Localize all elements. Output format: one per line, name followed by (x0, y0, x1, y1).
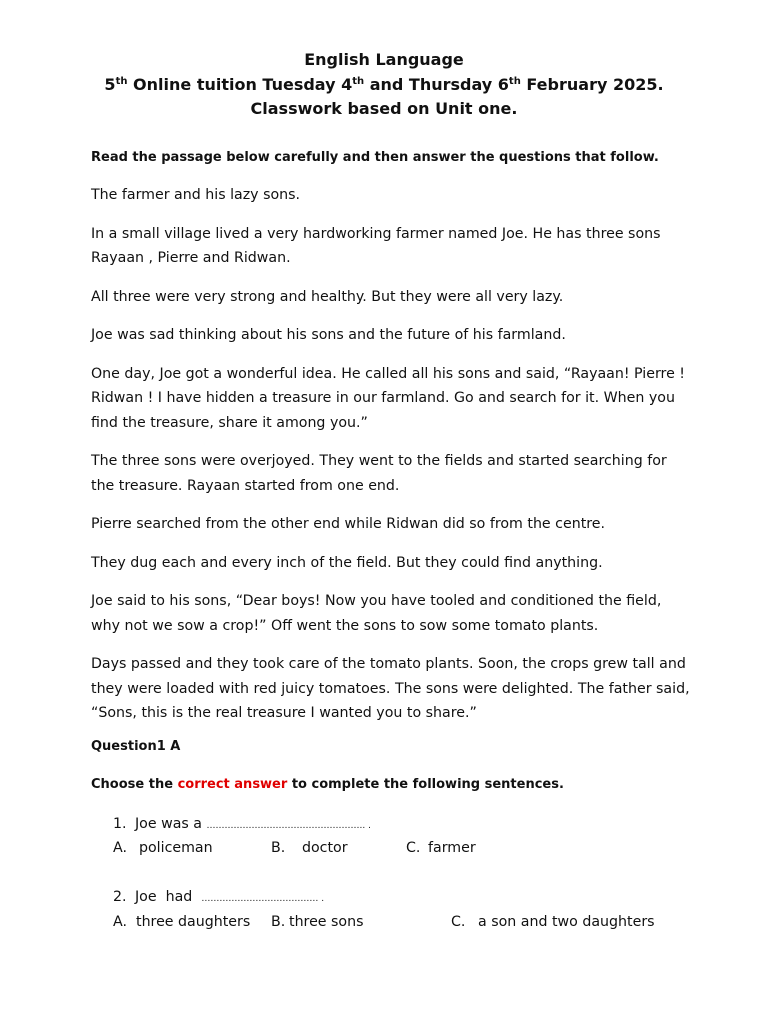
document-header (0, 48, 768, 122)
session-title-part: and Thursday 6 (364, 74, 509, 94)
passage-paragraph: All three were very strong and healthy. But they were all very lazy. (91, 288, 564, 305)
option-text: three daughters (136, 914, 251, 930)
reading-instruction: Read the passage below carefully and then answer the questions that follow. (91, 150, 659, 165)
option-c[interactable] (406, 837, 476, 859)
passage-paragraph: In a small village lived a very hardworking farmer named Joe. He has three sons Rayaan , Pierre and Ridwan. (91, 225, 661, 266)
option-b[interactable] (271, 837, 348, 859)
question-item-2 (113, 886, 324, 910)
option-letter: B. (271, 914, 286, 930)
option-text: policeman (139, 840, 213, 856)
option-text: three sons (289, 914, 364, 930)
instruction-text: to complete the following sentences. (287, 777, 564, 792)
answer-blank: …………………………………………….. . (206, 821, 371, 831)
option-letter: C. (451, 914, 466, 930)
option-a[interactable] (113, 911, 250, 933)
item-number: 2. (113, 889, 127, 905)
ordinal-suffix: th (508, 75, 521, 87)
instruction-text: Choose the (91, 777, 178, 792)
question-instruction (91, 775, 564, 795)
question-item-1 (113, 813, 371, 837)
option-b[interactable] (271, 911, 364, 933)
option-text: farmer (428, 840, 476, 856)
item-number: 1. (113, 816, 127, 832)
session-title-part: 5 (104, 74, 116, 94)
passage-paragraph: Joe said to his sons, “Dear boys! Now you have tooled and conditioned the field, why not we sow a crop!” Off went the sons to sow some tomato plants. (91, 593, 662, 634)
session-title-part: Online tuition Tuesday 4 (127, 74, 353, 94)
question-title: Question1 A (91, 739, 181, 754)
passage-paragraph: Pierre searched from the other end while Ridwan did so from the centre. (91, 516, 606, 532)
answer-blank: ………………………………… . (201, 894, 325, 904)
ordinal-suffix: th (115, 75, 128, 87)
option-a[interactable] (113, 837, 213, 859)
item-stem: Joe had (135, 889, 202, 905)
option-letter: A. (113, 914, 127, 930)
passage-paragraph: Joe was sad thinking about his sons and the future of his farmland. (91, 327, 566, 343)
passage-paragraph: The three sons were overjoyed. They went to the fields and started searching for the treasure. Rayaan started from one end. (91, 453, 667, 494)
option-letter: A. (113, 840, 127, 856)
option-text: doctor (302, 840, 348, 856)
instruction-highlight: correct answer (177, 777, 288, 792)
classwork-title: Classwork based on Unit one. (250, 99, 518, 118)
ordinal-suffix: th (352, 75, 365, 87)
session-title (0, 73, 768, 98)
option-letter: C. (406, 840, 421, 856)
option-text: a son and two daughters (478, 914, 655, 930)
passage-paragraph: Days passed and they took care of the tomato plants. Soon, the crops grew tall and they were loaded with red juicy tomatoes. The sons were delighted. The father said, “Sons, this is the real treasure I wanted you to share.” (91, 656, 690, 721)
passage-title: The farmer and his lazy sons. (91, 187, 301, 203)
option-letter: B. (271, 840, 286, 856)
reading-passage (91, 183, 691, 740)
item-stem: Joe was a (135, 816, 207, 832)
passage-paragraph: They dug each and every inch of the field. But they could find anything. (91, 554, 603, 571)
option-c[interactable] (451, 911, 655, 933)
session-title-part: February 2025. (520, 74, 664, 94)
passage-paragraph: One day, Joe got a wonderful idea. He called all his sons and said, “Rayaan! Pierre ! Ridwan ! I have hidden a treasure in our farmland. Go and search for it. When you find the treasure, share it among you.” (91, 365, 685, 431)
subject-title: English Language (304, 50, 464, 69)
